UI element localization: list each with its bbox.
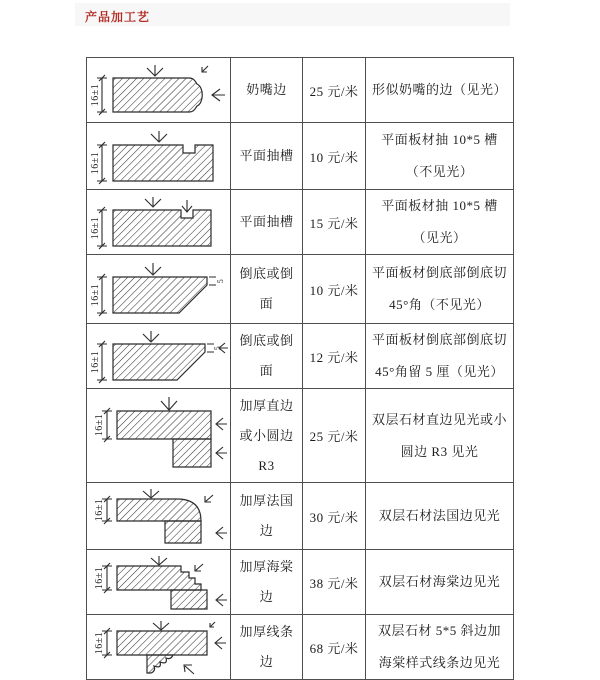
process-description: 双层石材直边见光或小圆边 R3 见光 bbox=[366, 389, 514, 483]
dimension-marker bbox=[94, 628, 112, 658]
down-arrow-icon bbox=[145, 197, 161, 207]
top-layer-shape bbox=[117, 411, 211, 439]
left-arrow-icon bbox=[216, 447, 227, 459]
groove-arrow-icon bbox=[182, 200, 192, 212]
down-arrow-icon bbox=[143, 331, 159, 342]
thick-straight-edge-diagram bbox=[89, 393, 229, 479]
process-description: 形似奶嘴的边（见光） bbox=[366, 58, 514, 123]
nipple-edge-diagram bbox=[89, 62, 229, 119]
dimension-marker bbox=[90, 341, 107, 383]
process-name: 加厚直边或小圆边 R3 bbox=[231, 389, 303, 483]
svg-text:16±1: 16±1 bbox=[93, 566, 105, 589]
bevel-bottom-diagram bbox=[89, 259, 229, 320]
diagram-cell bbox=[87, 615, 231, 680]
process-description: 平面板材倒底部倒底切 45°角留 5 厘（见光） bbox=[366, 324, 514, 389]
dimension-marker bbox=[90, 207, 107, 249]
table-row bbox=[87, 123, 514, 190]
svg-text:16±1: 16±1 bbox=[89, 83, 101, 106]
svg-text:16±1: 16±1 bbox=[89, 283, 101, 306]
edge-dimension-marker bbox=[209, 277, 225, 285]
profile-shape bbox=[113, 344, 205, 380]
bottom-layer-shape bbox=[171, 590, 207, 609]
dimension-marker bbox=[90, 274, 107, 316]
dimension-marker bbox=[90, 142, 107, 184]
moulding-shape bbox=[147, 655, 173, 673]
process-price-table bbox=[86, 57, 514, 680]
profile-shape bbox=[113, 277, 207, 313]
profile-shape bbox=[113, 78, 202, 112]
left-arrow-icon bbox=[212, 89, 225, 101]
up-left-arrow-icon bbox=[184, 665, 194, 674]
diagram-cell bbox=[87, 483, 231, 550]
svg-text:5: 5 bbox=[212, 345, 222, 350]
bottom-layer-shape bbox=[173, 439, 211, 467]
process-description: 平面板材倒底部倒底切 45°角（不见光） bbox=[366, 255, 514, 324]
down-arrow-icon bbox=[147, 65, 163, 76]
process-price: 68 元/米 bbox=[303, 615, 366, 680]
diagram-cell bbox=[87, 324, 231, 389]
diagram-cell bbox=[87, 550, 231, 615]
process-description: 平面板材抽 10*5 槽（见光） bbox=[366, 190, 514, 255]
process-name: 奶嘴边 bbox=[231, 58, 303, 123]
table-row bbox=[87, 190, 514, 255]
diagram-cell bbox=[87, 58, 231, 123]
flat-groove-diagram bbox=[89, 127, 229, 186]
table-row bbox=[87, 58, 514, 123]
top-layer-shape bbox=[117, 631, 207, 655]
svg-text:16±1: 16±1 bbox=[89, 216, 101, 239]
profile-shape bbox=[113, 210, 211, 246]
top-layer-shape bbox=[117, 499, 201, 521]
down-arrow-icon bbox=[145, 263, 161, 275]
bevel-bottom-polished-diagram bbox=[89, 328, 229, 385]
process-name: 平面抽槽 bbox=[231, 190, 303, 255]
flat-groove-polished-diagram bbox=[89, 194, 229, 251]
process-name: 平面抽槽 bbox=[231, 123, 303, 190]
dimension-marker bbox=[90, 75, 107, 115]
process-price: 25 元/米 bbox=[303, 58, 366, 123]
diagram-cell bbox=[87, 190, 231, 255]
left-arrow-icon bbox=[216, 418, 227, 430]
table-row bbox=[87, 615, 514, 680]
title-band bbox=[75, 3, 510, 26]
down-arrow-icon bbox=[161, 397, 177, 410]
process-name: 倒底或倒面 bbox=[231, 255, 303, 324]
page-title: 产品加工艺 bbox=[85, 10, 151, 24]
thick-moulding-edge-diagram bbox=[89, 619, 229, 675]
down-arrow-icon bbox=[153, 621, 169, 630]
thick-begonia-edge-diagram bbox=[89, 554, 229, 611]
svg-text:16±1: 16±1 bbox=[93, 498, 105, 521]
corner-arrow-icon bbox=[205, 495, 213, 502]
process-price: 25 元/米 bbox=[303, 389, 366, 483]
diagram-cell bbox=[87, 123, 231, 190]
profile-shape bbox=[113, 145, 213, 181]
process-description: 平面板材抽 10*5 槽（不见光） bbox=[366, 123, 514, 190]
dimension-marker bbox=[94, 563, 112, 593]
process-description: 双层石材海棠边见光 bbox=[366, 550, 514, 615]
process-name: 加厚线条边 bbox=[231, 615, 303, 680]
process-name: 加厚法国边 bbox=[231, 483, 303, 550]
process-price: 12 元/米 bbox=[303, 324, 366, 389]
down-arrow-icon bbox=[151, 556, 167, 565]
process-price: 15 元/米 bbox=[303, 190, 366, 255]
down-arrow-icon bbox=[143, 489, 159, 498]
process-price: 10 元/米 bbox=[303, 255, 366, 324]
top-layer-shape bbox=[117, 566, 201, 590]
corner-arrow-icon bbox=[210, 622, 215, 627]
svg-text:16±1: 16±1 bbox=[89, 151, 101, 174]
table-row bbox=[87, 255, 514, 324]
process-name: 加厚海棠边 bbox=[231, 550, 303, 615]
process-price: 38 元/米 bbox=[303, 550, 366, 615]
left-arrow-icon bbox=[216, 594, 227, 606]
thick-french-edge-diagram bbox=[89, 487, 229, 546]
left-arrow-icon bbox=[216, 527, 227, 539]
process-price: 10 元/米 bbox=[303, 123, 366, 190]
diagram-cell bbox=[87, 255, 231, 324]
table-row bbox=[87, 389, 514, 483]
process-name: 倒底或倒面 bbox=[231, 324, 303, 389]
table-row bbox=[87, 550, 514, 615]
dimension-marker bbox=[94, 408, 112, 442]
svg-text:16±1: 16±1 bbox=[89, 350, 101, 373]
process-price: 30 元/米 bbox=[303, 483, 366, 550]
diagram-cell bbox=[87, 389, 231, 483]
corner-arrow-icon bbox=[195, 564, 203, 571]
dimension-marker bbox=[94, 496, 112, 524]
down-arrow-icon bbox=[151, 131, 167, 142]
process-description: 双层石材法国边见光 bbox=[366, 483, 514, 550]
svg-text:16±1: 16±1 bbox=[93, 631, 105, 655]
table-row bbox=[87, 483, 514, 550]
svg-text:5: 5 bbox=[215, 278, 225, 283]
left-arrow-icon bbox=[215, 637, 226, 649]
bottom-layer-shape bbox=[165, 521, 201, 543]
left-arrow-icon bbox=[219, 343, 228, 353]
process-description: 双层石材 5*5 斜边加海棠样式线条边见光 bbox=[366, 615, 514, 680]
table-row bbox=[87, 324, 514, 389]
svg-text:16±1: 16±1 bbox=[93, 413, 105, 436]
corner-arrow-icon bbox=[202, 66, 208, 72]
